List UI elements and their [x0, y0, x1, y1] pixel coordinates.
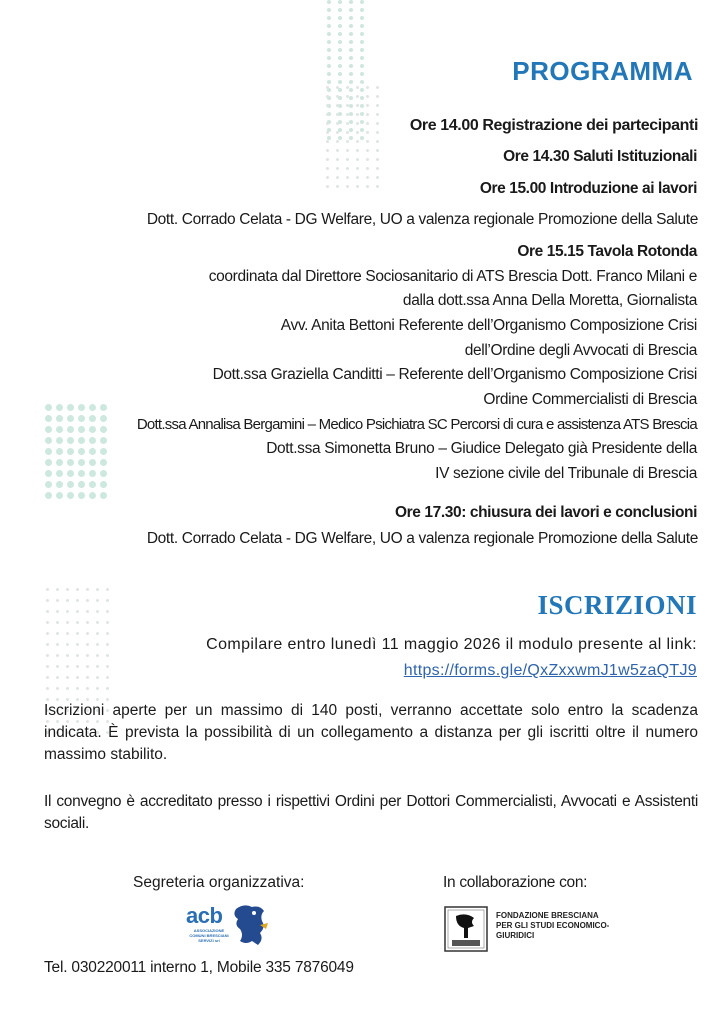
agenda-speaker: IV sezione civile del Tribunale di Brescia	[435, 465, 697, 482]
agenda-speaker: Dott.ssa Graziella Canditti – Referente dell’Organismo Composizione Crisi	[212, 366, 697, 383]
accreditation-paragraph: Il convegno è accreditato presso i rispettivi Ordini per Dottori Commercialisti, Avvocati e Assistenti sociali.	[44, 793, 698, 832]
lion-icon	[230, 903, 270, 947]
iscrizioni-heading: ISCRIZIONI	[537, 590, 697, 620]
fondazione-emblem-icon	[444, 906, 488, 952]
agenda-speaker: Dott. Corrado Celata - DG Welfare, UO a valenza regionale Promozione della Salute	[146, 211, 698, 228]
agenda-item: Ore 17.30: chiusura dei lavori e conclusioni	[395, 504, 697, 521]
agenda-speaker: Dott.ssa Simonetta Bruno – Giudice Delegato già Presidente della	[266, 440, 697, 457]
acb-logo-subtext: ASSOCIAZIONE COMUNI BRESCIANI SERVIZI srl	[189, 928, 229, 943]
agenda-item: Ore 15.15 Tavola Rotonda	[517, 243, 697, 260]
agenda-speaker: Dott. Corrado Celata - DG Welfare, UO a valenza regionale Promozione della Salute	[146, 530, 698, 547]
acb-logo-text: acb	[186, 903, 223, 928]
agenda-speaker: coordinata dal Direttore Sociosanitario di ATS Brescia Dott. Franco Milani e	[208, 268, 697, 285]
segreteria-label: Segreteria organizzativa:	[133, 874, 305, 891]
agenda-speaker: dalla dott.ssa Anna Della Moretta, Giornalista	[402, 292, 697, 309]
decorative-dots-mid	[326, 86, 379, 188]
acb-logo	[186, 903, 272, 949]
agenda-item: Ore 14.30 Saluti Istituzionali	[503, 148, 697, 165]
decorative-dots-left	[45, 404, 107, 499]
agenda-speaker: Ordine Commercialisti di Brescia	[483, 391, 697, 408]
registration-paragraph: Iscrizioni aperte per un massimo di 140 posti, verranno accettate solo entro la scadenza indicata. È prevista la possibilità di un collegamento a distanza per gli iscritti oltre il numero massimo stabilito.	[44, 702, 698, 763]
agenda-item: Ore 14.00 Registrazione dei partecipanti	[409, 117, 698, 134]
agenda-speaker: Avv. Anita Bettoni Referente dell’Organismo Composizione Crisi	[280, 317, 697, 334]
contacts: Tel. 030220011 interno 1, Mobile 335 7876049	[44, 959, 354, 976]
agenda-speaker: Dott.ssa Annalisa Bergamini – Medico Psichiatra SC Percorsi di cura e assistenza ATS Brescia	[136, 416, 697, 433]
registration-instruction: Compilare entro lunedì 11 maggio 2026 il modulo presente al link:	[206, 636, 697, 653]
collaborazione-label: In collaborazione con:	[443, 874, 588, 891]
fondazione-logo	[444, 906, 634, 952]
registration-link[interactable]: https://forms.gle/QxZxxwmJ1w5zaQTJ9	[403, 662, 697, 679]
agenda-item: Ore 15.00 Introduzione ai lavori	[479, 180, 697, 197]
fondazione-name: FONDAZIONE BRESCIANA PER GLI STUDI ECONOMICO-GIURIDICI	[496, 911, 610, 940]
agenda-speaker: dell’Ordine degli Avvocati di Brescia	[464, 342, 697, 359]
programma-heading: PROGRAMMA	[512, 56, 693, 86]
